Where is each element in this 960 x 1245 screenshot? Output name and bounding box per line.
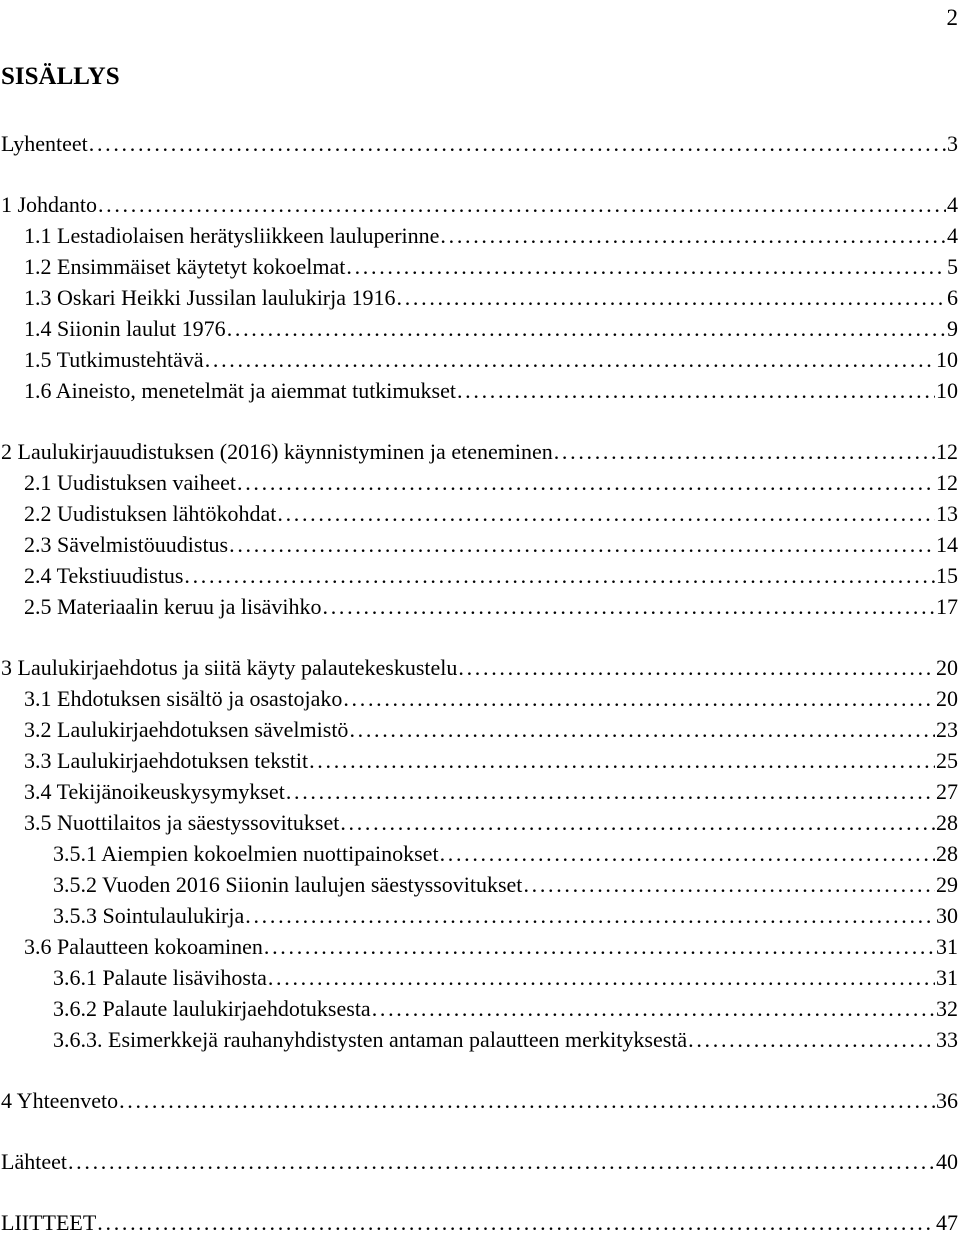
toc-entry-page-number: 28 bbox=[936, 810, 958, 835]
toc-entry[interactable] bbox=[0, 1207, 958, 1238]
dot-leader bbox=[97, 1207, 935, 1238]
toc-entry-label: 1.5 Tutkimustehtävä bbox=[24, 347, 204, 372]
dot-leader bbox=[184, 560, 935, 591]
toc-entry-label: 4 Yhteenveto bbox=[1, 1088, 119, 1113]
toc-entry-page-number: 5 bbox=[947, 254, 958, 279]
toc-entry[interactable] bbox=[0, 436, 958, 467]
toc-entry-page-number: 10 bbox=[936, 347, 958, 372]
dot-leader bbox=[688, 1024, 935, 1055]
toc-entry-label: 3.3 Laulukirjaehdotuksen tekstit bbox=[24, 748, 309, 773]
dot-leader bbox=[229, 529, 935, 560]
toc-entry-page-number: 6 bbox=[947, 285, 958, 310]
toc-entry[interactable] bbox=[0, 128, 958, 159]
dot-leader bbox=[237, 467, 935, 498]
toc-entry-label: 2.3 Sävelmistöuudistus bbox=[24, 532, 229, 557]
dot-leader bbox=[372, 993, 935, 1024]
dot-leader bbox=[397, 282, 946, 313]
toc-entry[interactable] bbox=[0, 282, 958, 313]
toc-entry[interactable] bbox=[0, 900, 958, 931]
toc-entry-label: LIITTEET bbox=[1, 1210, 97, 1235]
toc-entry-page-number: 13 bbox=[936, 501, 958, 526]
toc-entry-page-number: 4 bbox=[947, 192, 958, 217]
dot-leader bbox=[309, 745, 935, 776]
dot-leader bbox=[323, 591, 935, 622]
toc-entry-label: 3.6.2 Palaute laulukirjaehdotuksesta bbox=[53, 996, 371, 1021]
toc-entry[interactable] bbox=[0, 529, 958, 560]
toc-entry-page-number: 25 bbox=[936, 748, 958, 773]
toc-entry[interactable] bbox=[0, 1024, 958, 1055]
toc-entry-page-number: 4 bbox=[947, 223, 958, 248]
toc-entry[interactable] bbox=[0, 560, 958, 591]
dot-leader bbox=[440, 838, 935, 869]
toc-entry-label: Lyhenteet bbox=[1, 131, 88, 156]
toc-entry-page-number: 12 bbox=[936, 470, 958, 495]
toc-entry[interactable] bbox=[0, 838, 958, 869]
toc-entry[interactable] bbox=[0, 807, 958, 838]
toc-entry-page-number: 40 bbox=[936, 1149, 958, 1174]
toc-entry-page-number: 33 bbox=[936, 1027, 958, 1052]
toc-entry-label: 3.1 Ehdotuksen sisältö ja osastojako bbox=[24, 686, 343, 711]
dot-leader bbox=[119, 1085, 935, 1116]
toc-title: SISÄLLYS bbox=[1, 63, 120, 90]
dot-leader bbox=[277, 498, 935, 529]
toc-entry[interactable] bbox=[0, 375, 958, 406]
dot-leader bbox=[227, 313, 946, 344]
dot-leader bbox=[458, 652, 935, 683]
toc-entry[interactable] bbox=[0, 498, 958, 529]
toc-entry[interactable] bbox=[0, 714, 958, 745]
toc-entry[interactable] bbox=[0, 931, 958, 962]
toc-entry[interactable] bbox=[0, 652, 958, 683]
toc-entry-page-number: 23 bbox=[936, 717, 958, 742]
toc-entry-label: 2.1 Uudistuksen vaiheet bbox=[24, 470, 237, 495]
dot-leader bbox=[245, 900, 935, 931]
dot-leader bbox=[205, 344, 935, 375]
toc-entry-label: 2.4 Tekstiuudistus bbox=[24, 563, 184, 588]
toc-entry-label: 3.6 Palautteen kokoaminen bbox=[24, 934, 263, 959]
toc-entry-page-number: 3 bbox=[947, 131, 958, 156]
dot-leader bbox=[440, 220, 946, 251]
dot-leader bbox=[286, 776, 935, 807]
toc-entry[interactable] bbox=[0, 220, 958, 251]
toc-entry-page-number: 20 bbox=[936, 686, 958, 711]
toc-entry[interactable] bbox=[0, 1146, 958, 1177]
dot-leader bbox=[346, 251, 946, 282]
toc-entry-page-number: 31 bbox=[936, 965, 958, 990]
dot-leader bbox=[523, 869, 935, 900]
toc-entry-label: 3.5.3 Sointulaulukirja bbox=[53, 903, 245, 928]
page-number: 2 bbox=[946, 5, 958, 30]
toc-entry-label: 1.3 Oskari Heikki Jussilan laulukirja 1916 bbox=[24, 285, 396, 310]
toc-entry-label: 3 Laulukirjaehdotus ja siitä käyty palautekeskustelu bbox=[1, 655, 458, 680]
dot-leader bbox=[68, 1146, 935, 1177]
dot-leader bbox=[340, 807, 935, 838]
toc-entry[interactable] bbox=[0, 745, 958, 776]
toc-entry[interactable] bbox=[0, 1085, 958, 1116]
toc-entry-page-number: 47 bbox=[936, 1210, 958, 1235]
toc-entry-label: 1.2 Ensimmäiset käytetyt kokoelmat bbox=[24, 254, 346, 279]
toc-entry-label: 3.6.1 Palaute lisävihosta bbox=[53, 965, 267, 990]
toc-entry[interactable] bbox=[0, 993, 958, 1024]
toc-entry-label: 3.6.3. Esimerkkejä rauhanyhdistysten antaman palautteen merkityksestä bbox=[53, 1027, 688, 1052]
toc-entry-page-number: 17 bbox=[936, 594, 958, 619]
toc-entry-page-number: 15 bbox=[936, 563, 958, 588]
dot-leader bbox=[457, 375, 935, 406]
toc-entry-label: 2 Laulukirjauudistuksen (2016) käynnistyminen ja eteneminen bbox=[1, 439, 553, 464]
toc-entry-page-number: 31 bbox=[936, 934, 958, 959]
toc-entry-label: 3.4 Tekijänoikeuskysymykset bbox=[24, 779, 285, 804]
toc-entry-label: 2.2 Uudistuksen lähtökohdat bbox=[24, 501, 277, 526]
dot-leader bbox=[343, 683, 935, 714]
toc-entry-label: 1.6 Aineisto, menetelmät ja aiemmat tutkimukset bbox=[24, 378, 456, 403]
toc-entry[interactable] bbox=[0, 962, 958, 993]
toc-entry-label: 1.4 Siionin laulut 1976 bbox=[24, 316, 226, 341]
toc-entry-page-number: 9 bbox=[947, 316, 958, 341]
toc-entry-label: 3.2 Laulukirjaehdotuksen sävelmistö bbox=[24, 717, 349, 742]
toc-entry[interactable] bbox=[0, 591, 958, 622]
toc-entry-page-number: 27 bbox=[936, 779, 958, 804]
toc-entry-label: 1.1 Lestadiolaisen herätysliikkeen lauluperinne bbox=[24, 223, 440, 248]
table-of-contents bbox=[0, 128, 958, 1238]
dot-leader bbox=[349, 714, 935, 745]
toc-entry-label: 3.5.2 Vuoden 2016 Siionin laulujen säestyssovitukset bbox=[53, 872, 523, 897]
dot-leader bbox=[264, 931, 935, 962]
toc-entry[interactable] bbox=[0, 869, 958, 900]
dot-leader bbox=[554, 436, 935, 467]
toc-entry[interactable] bbox=[0, 683, 958, 714]
toc-entry[interactable] bbox=[0, 251, 958, 282]
dot-leader bbox=[89, 128, 946, 159]
toc-entry-page-number: 36 bbox=[936, 1088, 958, 1113]
toc-entry[interactable] bbox=[0, 189, 958, 220]
toc-entry[interactable] bbox=[0, 467, 958, 498]
toc-entry-page-number: 10 bbox=[936, 378, 958, 403]
toc-entry[interactable] bbox=[0, 776, 958, 807]
toc-entry-label: 3.5.1 Aiempien kokoelmien nuottipainokset bbox=[53, 841, 439, 866]
toc-entry-page-number: 12 bbox=[936, 439, 958, 464]
toc-entry-label: Lähteet bbox=[1, 1149, 67, 1174]
toc-entry[interactable] bbox=[0, 313, 958, 344]
toc-entry-label: 2.5 Materiaalin keruu ja lisävihko bbox=[24, 594, 322, 619]
toc-entry-page-number: 28 bbox=[936, 841, 958, 866]
dot-leader bbox=[268, 962, 935, 993]
toc-entry-page-number: 32 bbox=[936, 996, 958, 1021]
toc-entry-page-number: 14 bbox=[936, 532, 958, 557]
toc-entry-label: 1 Johdanto bbox=[1, 192, 97, 217]
toc-entry-page-number: 30 bbox=[936, 903, 958, 928]
dot-leader bbox=[98, 189, 946, 220]
toc-entry-page-number: 29 bbox=[936, 872, 958, 897]
toc-entry-label: 3.5 Nuottilaitos ja säestyssovitukset bbox=[24, 810, 340, 835]
toc-entry[interactable] bbox=[0, 344, 958, 375]
toc-entry-page-number: 20 bbox=[936, 655, 958, 680]
